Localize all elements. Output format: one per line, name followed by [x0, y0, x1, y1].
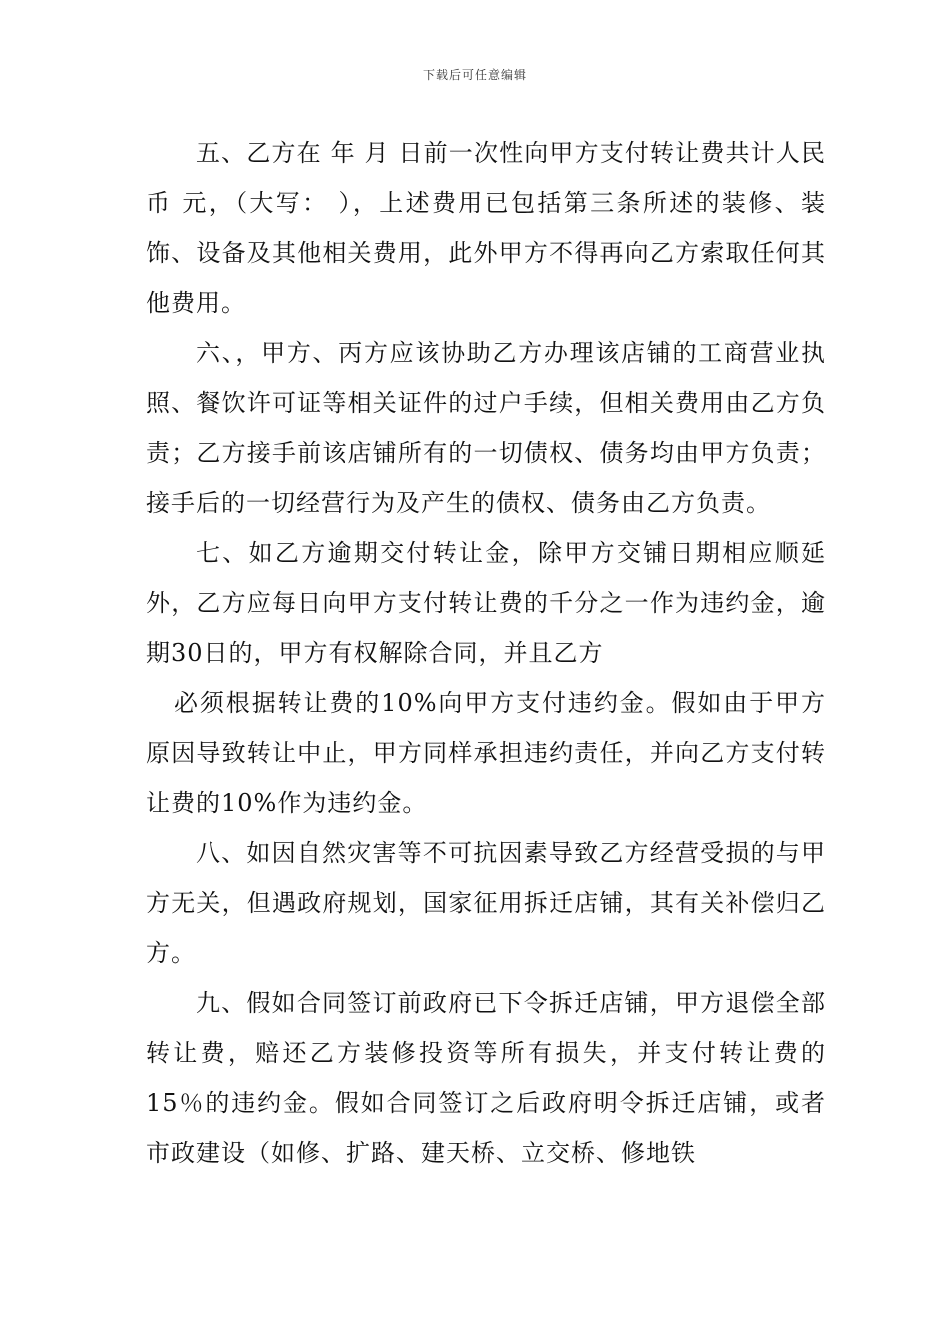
- clause-nine: 九、假如合同签订前政府已下令拆迁店铺，甲方退偿全部转让费，赔还乙方装修投资等所有损失，并支付转让费的15％的违约金。假如合同签订之后政府明令拆迁店铺，或者市政建设（如修、扩路、建天桥、立交桥、修地铁: [146, 989, 826, 1167]
- clause-seven: 七、如乙方逾期交付转让金，除甲方交铺日期相应顺延外，乙方应每日向甲方支付转让费的千分之一作为违约金，逾期30日的，甲方有权解除合同，并且乙方: [146, 539, 826, 667]
- clause-six: 六、，甲方、丙方应该协助乙方办理该店铺的工商营业执照、餐饮许可证等相关证件的过户手续，但相关费用由乙方负责；乙方接手前该店铺所有的一切债权、债务均由甲方负责；接手后的一切经营行为及产生的债权、债务由乙方负责。: [146, 339, 826, 517]
- page-header: 下载后可任意编辑: [422, 68, 527, 82]
- clause-seven-continued: 必须根据转让费的10%向甲方支付违约金。假如由于甲方原因导致转让中止，甲方同样承担违约责任，并向乙方支付转让费的10%作为违约金。: [146, 689, 826, 817]
- contract-body: [146, 128, 826, 1178]
- clause-eight: 八、如因自然灾害等不可抗因素导致乙方经营受损的与甲方无关，但遇政府规划，国家征用拆迁店铺，其有关补偿归乙方。: [146, 839, 826, 967]
- clause-five: 五、乙方在 年 月 日前一次性向甲方支付转让费共计人民币 元，（大写： ），上述费用已包括第三条所述的装修、装饰、设备及其他相关费用，此外甲方不得再向乙方索取任何其他费用。: [146, 139, 826, 317]
